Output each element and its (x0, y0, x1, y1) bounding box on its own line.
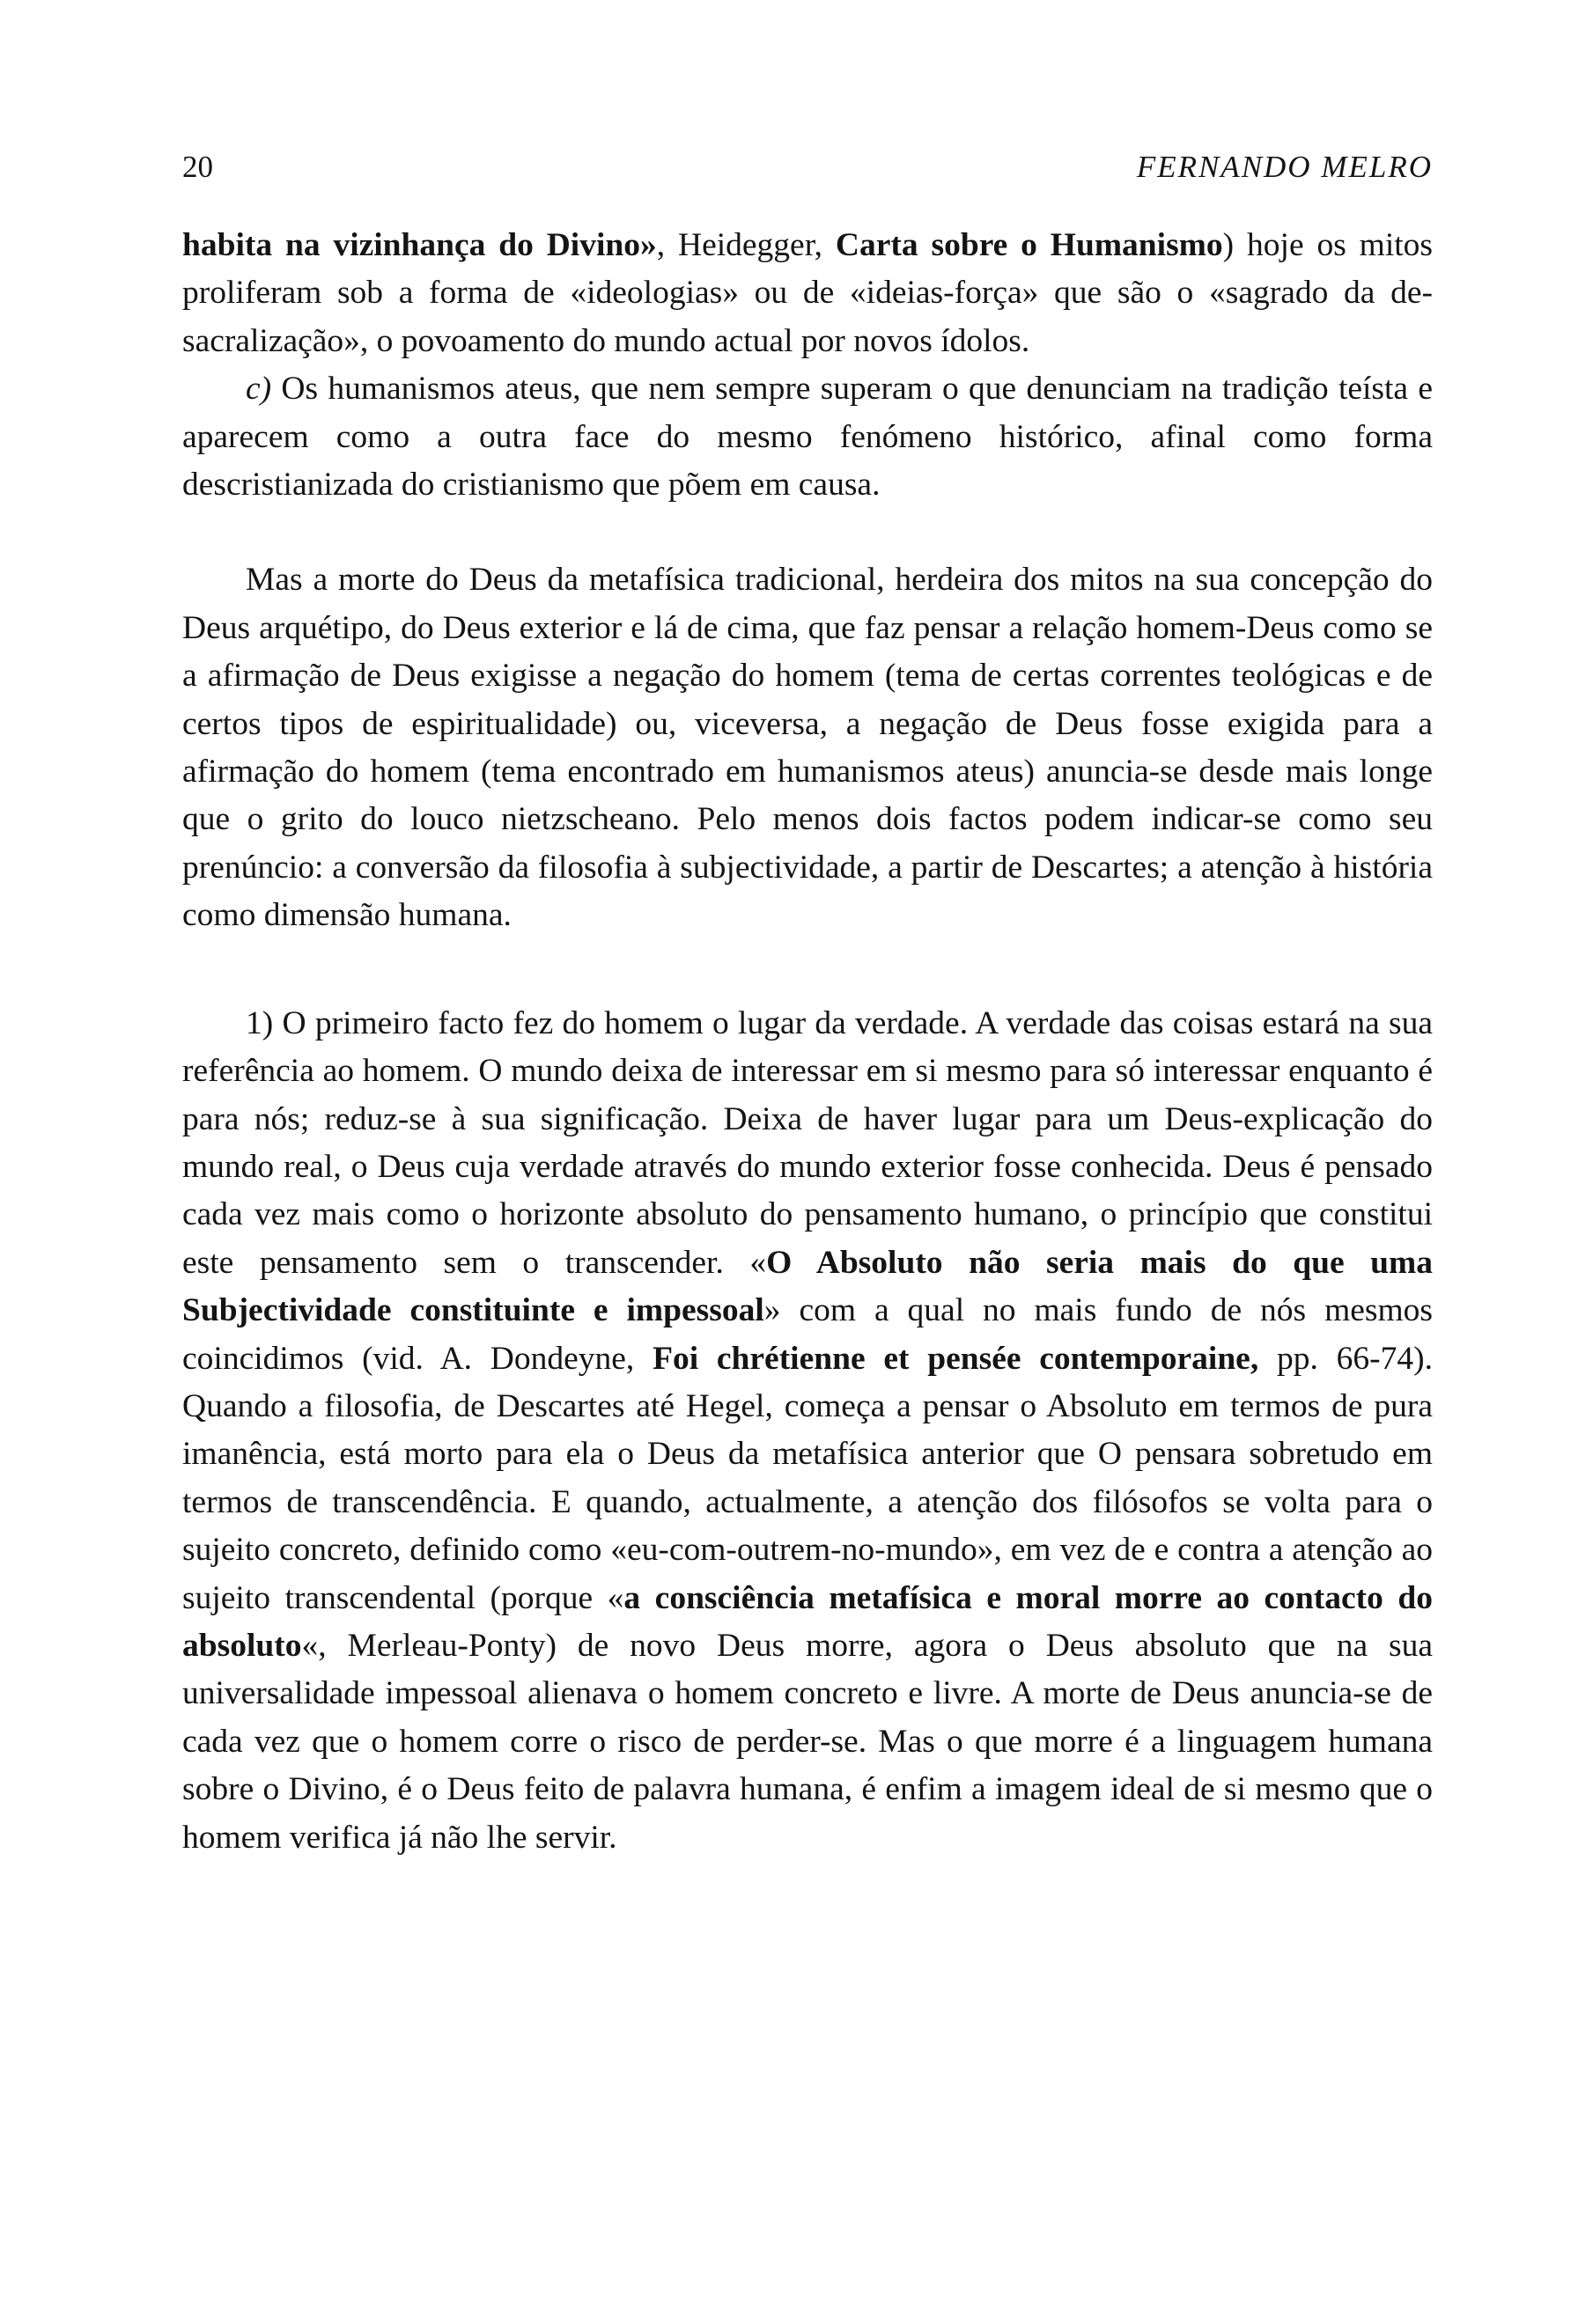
text-run: pp. 66-74). Quando a filosofia, de Descartes até Hegel, começa a pensar o Absoluto em termos de pura imanência, está morto para ela o Deus da metafísica anterior que O pensara sobretudo em termos de transcendência. E quando, actualmente, a atenção dos filósofos se volta para o sujeito concreto, definido como «eu-com-outrem-no-mundo», em vez de e contra a atenção ao sujeito transcendental (porque « (182, 1340, 1433, 1616)
item-label: c) (246, 371, 272, 408)
bold-quote: a consciência metafísica e moral morre ao contacto do absoluto (182, 1579, 1433, 1664)
paragraph-c (182, 365, 1433, 509)
bold-quote: habita na vizinhança do Divino» (182, 227, 657, 263)
page-number: 20 (182, 150, 213, 184)
text-run: «, Merleau-Ponty) de novo Deus morre, agora o Deus absoluto que na sua universalidade impessoal alienava o homem concreto e livre. A morte de Deus anuncia-se de cada vez que o homem corre o risco de perder-se. Mas o que morre é a linguagem humana sobre o Divino, é o Deus feito de palavra humana, é enfim a imagem ideal de si mesmo que o homem verifica já não lhe servir. (182, 1627, 1433, 1856)
text-run: » com a qual no mais fundo de nós mesmos coincidimos (vid. A. Dondeyne, (182, 1292, 1433, 1377)
body-text (182, 222, 1433, 1862)
paragraph-continued (182, 222, 1433, 365)
paragraph-death-of-god (182, 556, 1433, 939)
text-run: Os humanismos ateus, que nem sempre superam o que denunciam na tradição teísta e aparecem como a outra face do mesmo fenómeno histórico, afinal como forma descristianizada do cristianismo que põem em causa. (182, 371, 1433, 504)
text-run: , Heidegger, (656, 227, 836, 263)
bold-title: Foi chrétienne et pensée contemporaine, (653, 1340, 1259, 1377)
page-header (182, 145, 1433, 189)
text-run: Mas a morte do Deus da metafísica tradicional, herdeira dos mitos na sua concepção do Deus arquétipo, do Deus exterior e lá de cima, que faz pensar a relação homem-Deus como se a afirmação de Deus exigisse a negação do homem (tema de certas correntes teológicas e de certos tipos de espiritualidade) ou, viceversa, a negação de Deus fosse exigida para a afirmação do homem (tema encontrado em humanismos ateus) anuncia-se desde mais longe que o grito do louco nietzscheano. Pelo menos dois factos podem indicar-se como seu prenúncio: a conversão da filosofia à subjectividade, a partir de Descartes; a atenção à história como dimensão humana. (182, 562, 1433, 934)
text-run: ) hoje os mitos proliferam sob a forma de «ideologias» ou de «ideias-força» que são o «sagrado da de-sacralização», o povoamento do mundo actual por novos ídolos. (182, 227, 1434, 359)
paragraph-first-fact (182, 1000, 1433, 1862)
bold-title: Carta sobre o Humanismo (835, 227, 1223, 263)
text-run: 1) O primeiro facto fez do homem o lugar da verdade. A verdade das coisas estará na sua referência ao homem. O mundo deixa de interessar em si mesmo para só interessar enquanto é para nós; reduz-se à sua significação. Deixa de haver lugar para um Deus-explicação do mundo real, o Deus cuja verdade através do mundo exterior fosse conhecida. Deus é pensado cada vez mais como o horizonte absoluto do pensamento humano, o princípio que constitui este pensamento sem o transcender. « (182, 1004, 1433, 1281)
bold-quote: O Absoluto não seria mais do que uma Subjectividade constituinte e impessoal (182, 1244, 1433, 1329)
running-head: FERNANDO MELRO (1136, 150, 1433, 184)
